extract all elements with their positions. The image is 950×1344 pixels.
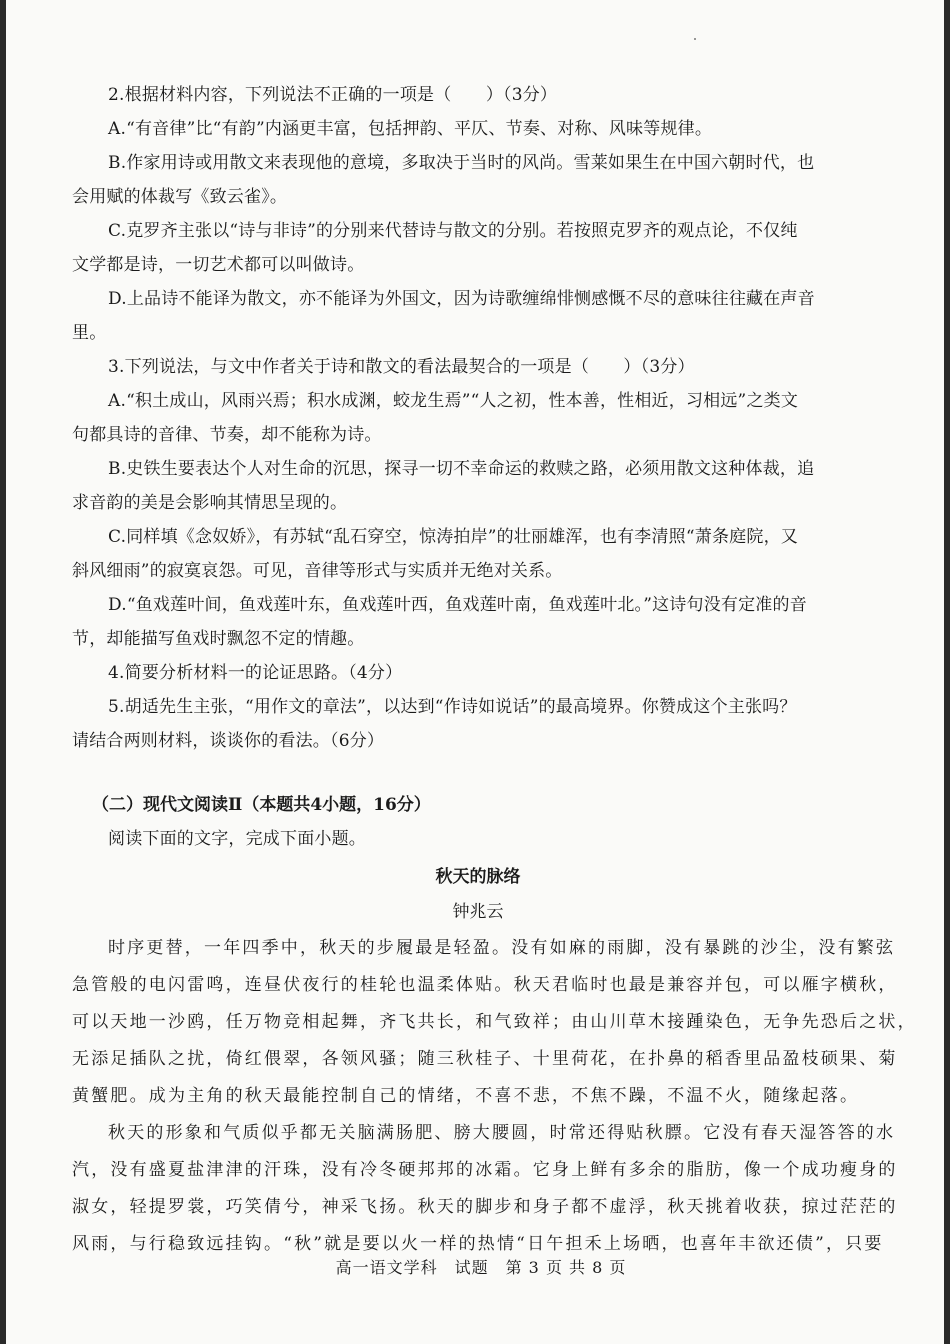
- essay-paragraph-2-line: 淑女，轻提罗裳，巧笑倩兮，神采飞扬。秋天的脚步和身子都不虚浮，秋天挑着收获，掠过茫茫的: [72, 1197, 898, 1217]
- question-3-option-d: D.“鱼戏莲叶间，鱼戏莲叶东，鱼戏莲叶西，鱼戏莲叶南，鱼戏莲叶北。”这诗句没有定准的音: [108, 595, 807, 615]
- essay-paragraph-1-line: 急管般的电闪雷鸣，连昼伏夜行的桂轮也温柔体贴。秋天君临时也最是兼容并包，可以雁字横秋，: [72, 975, 898, 995]
- essay-paragraph-1-line: 黄蟹肥。成为主角的秋天最能控制自己的情绪，不喜不悲，不焦不躁，不温不火，随缘起落。: [72, 1086, 860, 1106]
- essay-paragraph-1-line: 可以天地一沙鸥，任万物竞相起舞，齐飞共长，和气致祥；由山川草木接踵染色，无争先恐后之状，: [72, 1012, 917, 1032]
- question-5-cont: 请结合两则材料，谈谈你的看法。（6分）: [72, 731, 385, 751]
- question-3-option-d-cont: 节，却能描写鱼戏时飘忽不定的情趣。: [72, 629, 365, 649]
- question-3-option-b: B.史铁生要表达个人对生命的沉思，探寻一切不幸命运的救赎之路，必须用散文这种体裁，追: [108, 459, 815, 479]
- question-2-stem: 2.根据材料内容，下列说法不正确的一项是（ ）（3分）: [108, 85, 558, 105]
- question-3-option-a: A.“积土成山，风雨兴焉；积水成渊，蛟龙生焉”“人之初，性本善，性相近，习相远”之类文: [108, 391, 799, 411]
- question-2-option-c: C.克罗齐主张以“诗与非诗”的分别来代替诗与散文的分别。若按照克罗齐的观点论，不仅纯: [108, 221, 798, 241]
- essay-paragraph-2-line: 风雨，与行稳致远挂钩。“秋”就是要以火一样的热情“日午担禾上场晒，也喜年丰欲还债”，只要: [72, 1234, 884, 1254]
- question-2-option-a: A.“有音律”比“有韵”内涵更丰富，包括押韵、平仄、节奏、对称、风味等规律。: [108, 119, 713, 139]
- question-2-option-b: B.作家用诗或用散文来表现他的意境，多取决于当时的风尚。雪莱如果生在中国六朝时代，也: [108, 153, 815, 173]
- question-3-option-b-cont: 求音韵的美是会影响其情思呈现的。: [72, 493, 348, 513]
- question-3-stem: 3.下列说法，与文中作者关于诗和散文的看法最契合的一项是（ ）（3分）: [108, 357, 695, 377]
- question-2-option-d-cont: 里。: [72, 323, 107, 343]
- essay-paragraph-2-line: 汽，没有盛夏盐津津的汗珠，没有冷冬硬邦邦的冰霜。它身上鲜有多余的脂肪，像一个成功瘦身的: [72, 1160, 898, 1180]
- question-2-option-b-cont: 会用赋的体裁写《致云雀》。: [72, 187, 288, 207]
- question-2-option-c-cont: 文学都是诗，一切艺术都可以叫做诗。: [72, 255, 365, 275]
- question-3-option-c: C.同样填《念奴娇》，有苏轼“乱石穿空，惊涛拍岸”的壮丽雄浑，也有李清照“萧条庭院，又: [108, 527, 798, 547]
- question-5: 5.胡适先生主张，“用作文的章法”，以达到“作诗如说话”的最高境界。你赞成这个主张吗？: [108, 697, 797, 717]
- essay-author: 钟兆云: [452, 902, 504, 922]
- essay-title: 秋天的脉络: [435, 867, 521, 887]
- essay-paragraph-1-line: 无添足插队之扰，倚红偎翠，各领风骚；随三秋桂子、十里荷花，在扑鼻的稻香里品盈枝硕果、菊: [72, 1049, 898, 1069]
- page-footer: 高一语文学科 试题 第 3 页 共 8 页: [335, 1258, 627, 1277]
- essay-paragraph-1-line: 时序更替，一年四季中，秋天的步履最是轻盈。没有如麻的雨脚，没有暴跳的沙尘，没有繁弦: [108, 938, 896, 958]
- essay-body: [72, 930, 917, 1263]
- page-content: [72, 78, 917, 1263]
- question-2-option-d: D.上品诗不能译为散文，亦不能译为外国文，因为诗歌缠绵悱恻感慨不尽的意味往往藏在声音: [108, 289, 815, 309]
- essay-paragraph-2-line: 秋天的形象和气质似乎都无关脑满肠肥、膀大腰圆，时常还得贴秋膘。它没有春天湿答答的水: [108, 1123, 896, 1143]
- question-3-option-a-cont: 句都具诗的音律、节奏，却不能称为诗。: [72, 425, 382, 445]
- scan-speck: [694, 38, 696, 40]
- question-4: 4.简要分析材料一的论证思路。（4分）: [108, 663, 403, 683]
- question-3-option-c-cont: 斜风细雨”的寂寞哀怨。可见，音律等形式与实质并无绝对关系。: [72, 561, 563, 581]
- section-instruction: 阅读下面的文字，完成下面小题。: [108, 829, 366, 849]
- section-heading: （二）现代文阅读Ⅱ（本题共4小题，16分）: [92, 795, 431, 815]
